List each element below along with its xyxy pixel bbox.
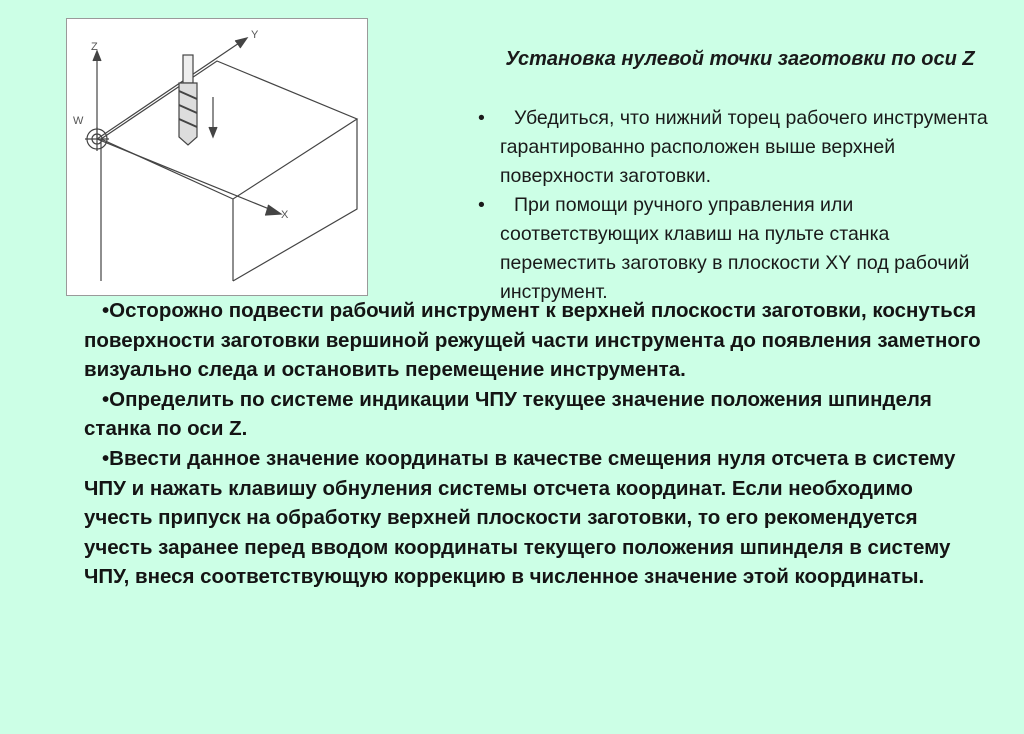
z-axis-label: Z [91,41,98,53]
bullet-marker: • [478,194,485,216]
x-arrowhead [265,205,281,215]
slide-title: Установка нулевой точки заготовки по оси Z [505,48,975,70]
feed-arrowhead [209,127,217,137]
x-axis [97,139,279,213]
right-bullet-text: При помощи ручного управления или соответствующих клавиш на пульте станка переместить заготовку в плоскости XY под рабочий инструмент. [500,194,970,303]
box-right-edge [233,119,357,281]
main-bullet-item: •Ввести данное значение координаты в качестве смещения нуля отсчета в систему ЧПУ и нажать клавишу обнуления системы отсчета координат. Если необходимо учесть припуск на обработку верхней плоскости заготовки, то его рекомендуется учесть заранее перед вводом координаты текущего положения шпинделя в систему ЧПУ, внеся соответствующую коррекцию в численное значение этой координаты. [84,446,956,589]
right-bullet-list [478,104,998,307]
right-bullet-item [478,104,998,191]
main-bullet-item: •Определить по системе индикации ЧПУ текущее значение положения шпинделя станка по оси Z. [84,387,932,441]
box-top-face [101,61,357,199]
main-bullet-list [84,296,984,592]
right-bullet-item [478,191,998,307]
workpiece-drawing [67,19,367,295]
bullet-marker: • [478,107,485,129]
w-origin-label: W [73,115,84,127]
y-arrowhead [235,38,247,48]
y-axis-label: Y [251,29,259,41]
right-bullet-text: Убедиться, что нижний торец рабочего инструмента гарантированно расположен выше верхней поверхности заготовки. [500,107,988,187]
workpiece-diagram [66,18,368,296]
main-bullet-item: •Осторожно подвести рабочий инструмент к верхней плоскости заготовки, коснуться поверхности заготовки вершиной режущей части инструмента до появления заметного визуально следа и остановить перемещение инструмента. [84,299,981,382]
tool-shank [183,55,193,83]
x-axis-label: X [281,209,289,221]
y-axis [97,39,245,139]
origin-crosshair [85,127,109,151]
